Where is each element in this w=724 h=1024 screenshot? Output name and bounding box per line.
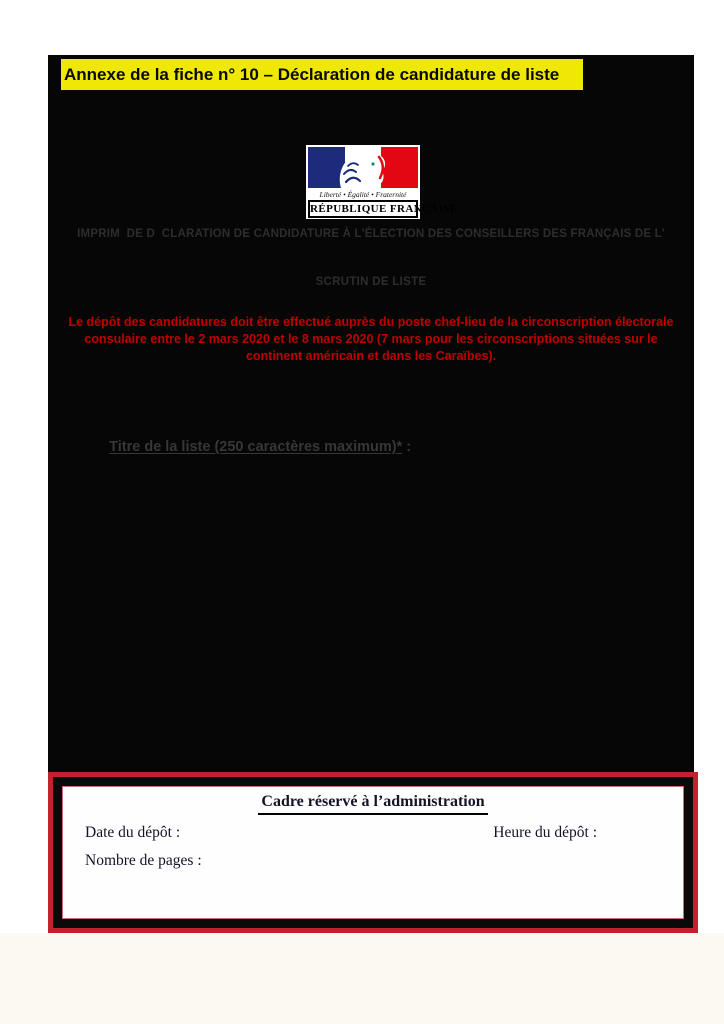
admin-reserved-box [48,772,698,933]
logo-motto: Liberté • Égalité • Fraternité [319,190,407,199]
nombre-pages-label: Nombre de pages : [85,852,202,869]
heure-depot-label: Heure du dépôt : [493,824,597,841]
french-flag-marianne-icon [308,147,418,188]
list-title-colon: : [402,439,412,455]
date-depot-label: Date du dépôt : [85,824,181,841]
list-title-line [85,423,411,471]
admin-box-interior [62,786,684,919]
admin-box-second-row [69,852,677,870]
marianne-silhouette-icon [308,147,418,188]
republique-francaise-logo [306,145,458,219]
list-title-label: Titre de la liste (250 caractères maximum)* [109,439,403,455]
admin-box-title-row [69,793,677,815]
page-bottom-margin [0,933,724,1024]
admin-box-first-row [69,824,677,842]
logo-republic-name: RÉPUBLIQUE FRANÇAISE [308,200,418,218]
deposit-notice: Le dépôt des candidatures doit être effectué auprès du poste chef-lieu de la circonscription électorale consulaire entre le 2 mars 2020 et le 8 mars 2020 (7 mars pour les circonscriptions situées sur le continent américain et dans les Caraïbes). [68,315,674,363]
scrutin-heading: SCRUTIN DE LISTE [315,276,427,288]
admin-box-title: Cadre réservé à l’administration [258,793,487,815]
form-dark-region [48,55,694,772]
admin-box-black-border [53,777,693,928]
annex-title-banner: Annexe de la fiche n° 10 – Déclaration de candidature de liste [61,59,583,90]
form-heading-line: IMPRIM DE D CLARATION DE CANDIDATURE À L'ÉLECTION DES CONSEILLERS DES FRANÇAIS DE L' [77,228,665,240]
